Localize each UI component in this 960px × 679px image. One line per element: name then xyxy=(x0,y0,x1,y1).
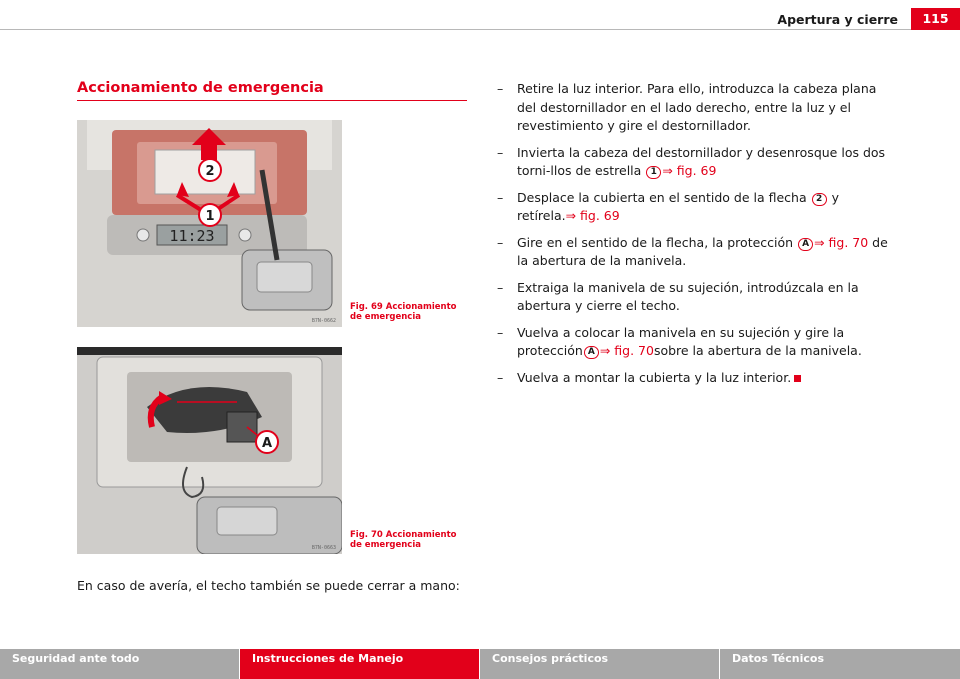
clock-display: 11:23 xyxy=(169,227,215,245)
header-rule xyxy=(0,29,911,30)
figure-code: B7N-0663 xyxy=(311,545,336,551)
section-title: Accionamiento de emergencia xyxy=(77,80,324,96)
tab-seguridad[interactable]: Seguridad ante todo xyxy=(0,649,239,679)
callout-badge-1: 1 xyxy=(646,166,661,179)
figure-link[interactable]: ⇒ fig. 69 xyxy=(662,163,717,178)
figure-link[interactable]: ⇒ fig. 70 xyxy=(814,234,869,250)
figure-code: B7N-0662 xyxy=(311,318,336,324)
callout-2: 2 xyxy=(205,164,215,179)
overhead-console-illustration xyxy=(77,120,342,327)
callout-badge-a: A xyxy=(584,346,599,359)
tab-consejos[interactable]: Consejos prácticos xyxy=(480,649,719,679)
step-7: – Vuelva a montar la cubierta y la luz interior. xyxy=(497,369,897,388)
intro-paragraph: En caso de avería, el techo también se puede cerrar a mano: xyxy=(77,578,460,593)
figure-link[interactable]: ⇒ fig. 69 xyxy=(565,208,620,223)
section-title-rule xyxy=(77,100,467,101)
step-2: – Invierta la cabeza del destornillador y desenrosque los dos torni-llos de estrella 1 ⇒ fig. 69 xyxy=(497,144,886,178)
callout-1: 1 xyxy=(205,209,215,224)
crank-opening-illustration xyxy=(77,347,342,554)
chapter-title: Apertura y cierre xyxy=(777,12,898,27)
figure-69-image xyxy=(77,120,342,327)
figure-69-caption: Fig. 69 Accionamiento de emergencia xyxy=(350,302,457,322)
page-number: 115 xyxy=(911,8,960,30)
step-6: – Vuelva a colocar la manivela en su sujeción y gire la protección A ⇒ fig. 70sobre la abertura de la manivela. xyxy=(497,324,862,358)
procedure-steps xyxy=(497,80,897,395)
figure-link[interactable]: ⇒ fig. 70 xyxy=(599,343,654,358)
callout-badge-2: 2 xyxy=(812,193,827,206)
figure-70-image xyxy=(77,347,342,554)
figure-70-caption: Fig. 70 Accionamiento de emergencia xyxy=(350,530,457,550)
step-4: – Gire en el sentido de la flecha, la protección A ⇒ fig. 70 de la abertura de la manivela. xyxy=(497,234,888,268)
step-3: – Desplace la cubierta en el sentido de la flecha 2 y retírela.⇒ fig. 69 xyxy=(497,189,839,223)
callout-a: A xyxy=(261,436,273,451)
footer-nav xyxy=(0,649,960,679)
tab-instrucciones[interactable]: Instrucciones de Manejo xyxy=(240,649,479,679)
section-end-icon xyxy=(794,375,801,382)
step-1: – Retire la luz interior. Para ello, introduzca la cabeza plana del destornillador en el lado derecho, entre la luz y el revestimiento y gire el destornillador. xyxy=(497,81,877,133)
step-5: – Extraiga la manivela de su sujeción, introdúzcala en la abertura y cierre el techo. xyxy=(497,279,859,313)
callout-badge-a: A xyxy=(798,238,813,251)
tab-datos-tecnicos[interactable]: Datos Técnicos xyxy=(720,649,960,679)
